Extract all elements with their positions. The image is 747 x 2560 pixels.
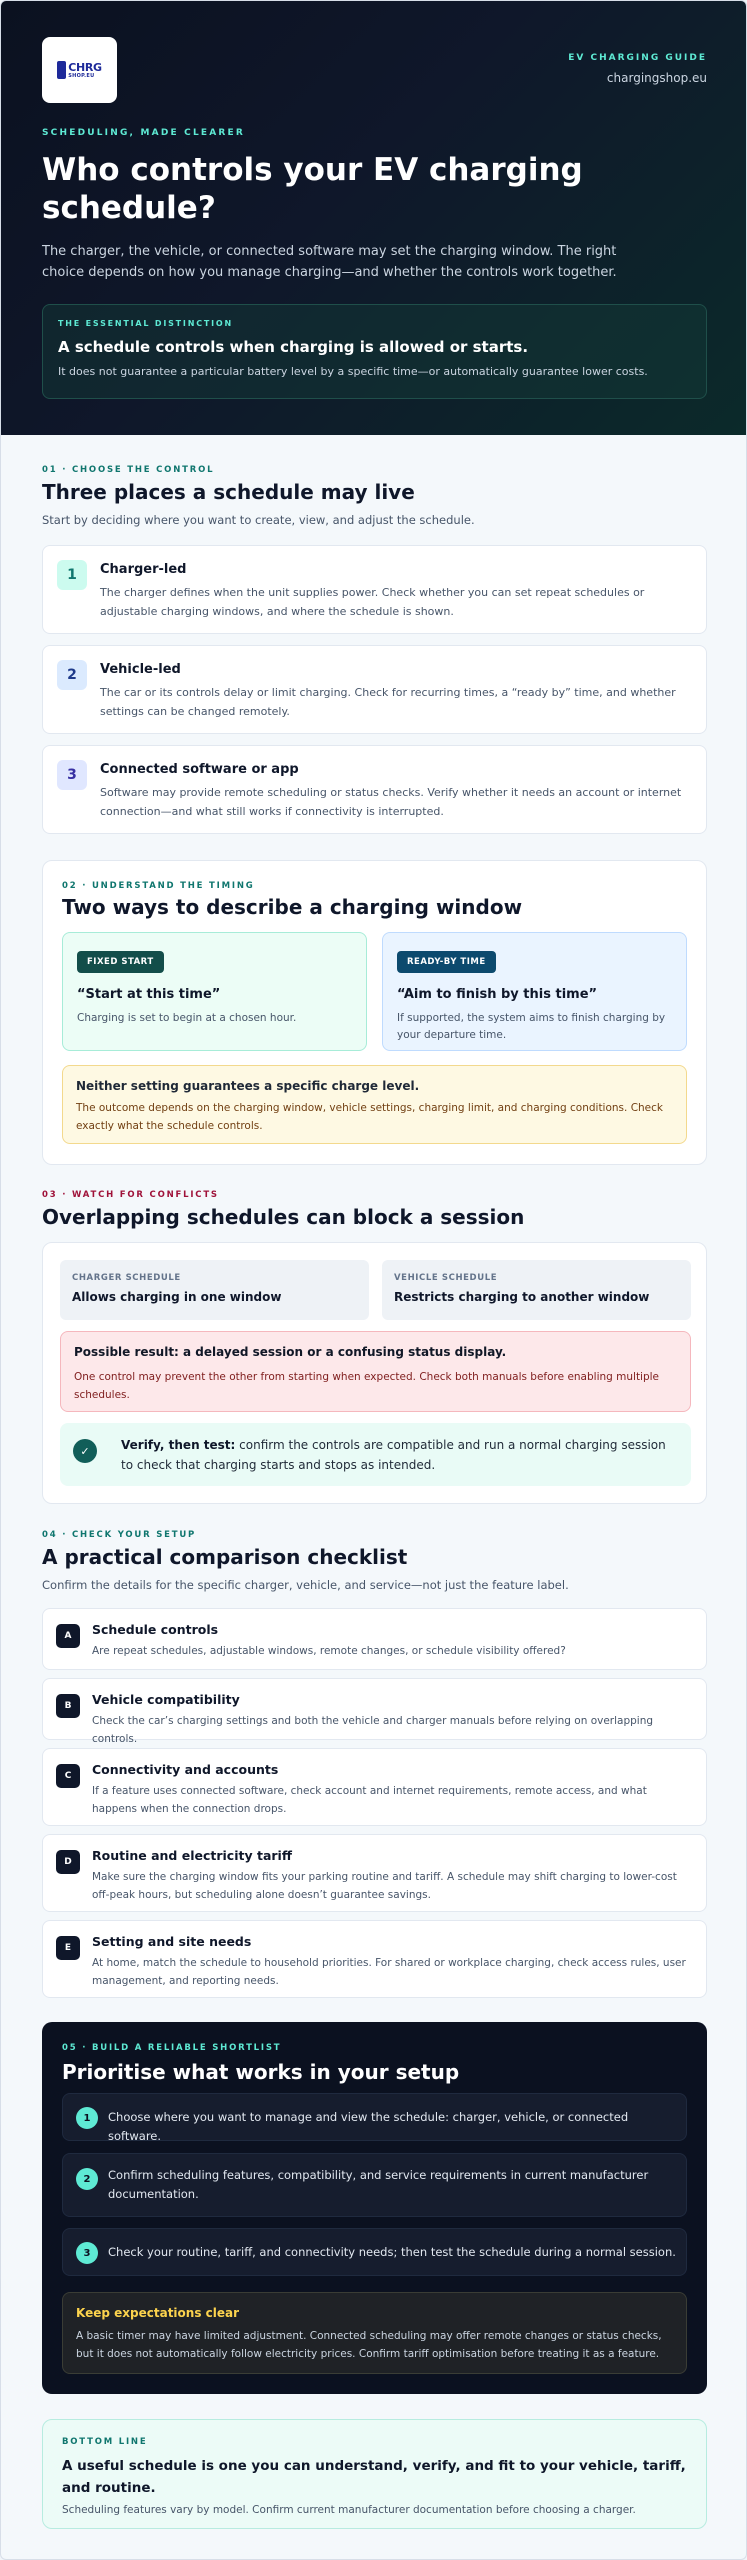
section2-eyebrow: 02 · UNDERSTAND THE TIMING <box>62 881 255 891</box>
step-number: 1 <box>76 2107 98 2129</box>
ready-by-pill: READY-BY TIME <box>397 951 496 973</box>
logo-subtext: SHOP.EU <box>68 72 95 79</box>
fixed-start-body: Charging is set to begin at a chosen hour. <box>77 1012 297 1024</box>
section2-title: Two ways to describe a charging window <box>62 895 523 919</box>
warning-body: One control may prevent the other from starting when expected. Check both manuals before enabling multiple schedules. <box>74 1371 660 1401</box>
verify-tip <box>60 1423 691 1486</box>
checklist-body: Make sure the charging window fits your parking routine and tariff. A schedule may shift charging to lower-cost off-peak hours, but scheduling alone doesn’t guarantee savings. <box>92 1871 677 1901</box>
fixed-start-card <box>62 932 367 1051</box>
section5-title: Prioritise what works in your setup <box>62 2060 460 2084</box>
conflicts-card <box>42 1242 707 1504</box>
checklist-item <box>42 1748 707 1826</box>
vehicle-schedule-box <box>382 1260 691 1320</box>
letter-badge: A <box>56 1624 80 1648</box>
shortlist-card <box>42 2022 707 2394</box>
essential-distinction-card <box>42 304 707 399</box>
place-title: Connected software or app <box>100 762 299 777</box>
brand-logo[interactable] <box>42 37 117 103</box>
checklist-title: Connectivity and accounts <box>92 1762 279 1777</box>
conflict-warning <box>60 1331 691 1412</box>
hero-lead: The charger, the vehicle, or connected software may set the charging window. The right choice depends on how you manage charging—and whether the controls work together. <box>42 244 617 280</box>
checklist-title: Vehicle compatibility <box>92 1692 240 1707</box>
vehicle-schedule-value: Restricts charging to another window <box>394 1290 650 1304</box>
place-body: The charger defines when the unit supplies power. Check whether you can set repeat schedules or adjustable charging windows, and where the schedule is shown. <box>100 586 645 618</box>
verify-text: confirm the controls are compatible and run a normal charging session to check that charging starts and stops as intended. <box>121 1438 666 1472</box>
checklist-title: Routine and electricity tariff <box>92 1848 292 1863</box>
section5-eyebrow: 05 · BUILD A RELIABLE SHORTLIST <box>62 2043 282 2053</box>
section4-title: A practical comparison checklist <box>42 1545 408 1569</box>
distinction-heading: A schedule controls when charging is allowed or starts. <box>58 338 529 356</box>
step-number: 2 <box>76 2168 98 2190</box>
hero <box>1 1 747 435</box>
letter-badge: C <box>56 1764 80 1788</box>
section4-lead: Confirm the details for the specific charger, vehicle, and service—not just the feature label. <box>42 1578 569 1592</box>
checklist-item <box>42 1834 707 1912</box>
note-body: The outcome depends on the charging window, vehicle settings, charging limit, and charging conditions. Check exactly what the schedule controls. <box>76 1102 664 1132</box>
place-title: Vehicle-led <box>100 662 181 677</box>
site-link[interactable]: chargingshop.eu <box>606 71 707 85</box>
expectations-body: A basic timer may have limited adjustment. Connected scheduling may offer remote changes or status checks, but it does not automatically follow electricity prices. Confirm tariff optimisation before treating it as a feature. <box>76 2330 662 2360</box>
letter-badge: D <box>56 1850 80 1874</box>
bottom-body: Scheduling features vary by model. Confirm current manufacturer documentation before choosing a charger. <box>62 2504 636 2516</box>
hero-eyebrow: SCHEDULING, MADE CLEARER <box>42 128 246 138</box>
place-card-software <box>42 745 707 834</box>
checklist-item <box>42 1678 707 1745</box>
place-card-charger <box>42 545 707 634</box>
charge-level-note <box>62 1065 687 1144</box>
letter-badge: E <box>56 1936 80 1960</box>
place-card-vehicle <box>42 645 707 734</box>
fixed-start-heading: “Start at this time” <box>77 987 221 1002</box>
number-badge: 1 <box>57 560 87 590</box>
vehicle-schedule-label: VEHICLE SCHEDULE <box>394 1273 498 1283</box>
step-text: Choose where you want to manage and view the schedule: charger, vehicle, or connected software. <box>108 2110 629 2143</box>
charger-schedule-box <box>60 1260 369 1320</box>
checklist-title: Schedule controls <box>92 1622 219 1637</box>
checklist-item <box>42 1608 707 1670</box>
distinction-eyebrow: THE ESSENTIAL DISTINCTION <box>58 319 234 328</box>
guide-label: EV CHARGING GUIDE <box>568 53 707 63</box>
place-body: The car or its controls delay or limit charging. Check for recurring times, a “ready by” time, and whether settings can be changed remotely. <box>100 686 676 718</box>
shortlist-step <box>62 2153 687 2217</box>
timing-section-card <box>42 860 707 1165</box>
note-heading: Neither setting guarantees a specific charge level. <box>76 1079 420 1093</box>
section3-eyebrow: 03 · WATCH FOR CONFLICTS <box>42 1190 219 1200</box>
step-text: Check your routine, tariff, and connectivity needs; then test the schedule during a normal session. <box>108 2245 676 2259</box>
checklist-body: Check the car’s charging settings and both the vehicle and charger manuals before relying on overlapping controls. <box>92 1715 654 1745</box>
section3-title: Overlapping schedules can block a session <box>42 1205 525 1229</box>
ready-by-heading: “Aim to finish by this time” <box>397 987 598 1002</box>
expectations-heading: Keep expectations clear <box>76 2306 240 2320</box>
checklist-item <box>42 1920 707 1998</box>
distinction-body: It does not guarantee a particular battery level by a specific time—or automatically guarantee lower costs. <box>58 365 648 378</box>
ready-by-body: If supported, the system aims to finish charging by your departure time. <box>397 1012 666 1041</box>
shortlist-step <box>62 2093 687 2141</box>
checklist-body: At home, match the schedule to household priorities. For shared or workplace charging, check access rules, user management, and reporting needs. <box>92 1957 686 1987</box>
step-number: 3 <box>76 2242 98 2264</box>
section1-lead: Start by deciding where you want to create, view, and adjust the schedule. <box>42 513 475 527</box>
place-body: Software may provide remote scheduling or status checks. Verify whether it needs an account or internet connection—and what still works if connectivity is interrupted. <box>100 786 682 818</box>
ready-by-card <box>382 932 687 1051</box>
logo-text: CHRG <box>68 60 102 74</box>
number-badge: 2 <box>57 660 87 690</box>
charger-schedule-label: CHARGER SCHEDULE <box>72 1273 181 1283</box>
plug-icon <box>57 61 66 79</box>
expectations-note <box>62 2292 687 2374</box>
checklist-body: Are repeat schedules, adjustable windows, remote changes, or schedule visibility offered? <box>92 1645 566 1657</box>
verify-strong: Verify, then test: <box>121 1438 236 1452</box>
number-badge: 3 <box>57 760 87 790</box>
section4-eyebrow: 04 · CHECK YOUR SETUP <box>42 1530 197 1540</box>
letter-badge: B <box>56 1694 80 1718</box>
bottom-line-card <box>42 2419 707 2529</box>
section1-eyebrow: 01 · CHOOSE THE CONTROL <box>42 465 215 475</box>
checklist-body: If a feature uses connected software, check account and internet requirements, remote access, and what happens when the connection drops. <box>92 1785 647 1815</box>
shortlist-step <box>62 2228 687 2276</box>
fixed-start-pill: FIXED START <box>77 951 164 973</box>
step-text: Confirm scheduling features, compatibility, and service requirements in current manufacturer documentation. <box>108 2168 649 2201</box>
check-icon: ✓ <box>73 1439 97 1463</box>
charger-schedule-value: Allows charging in one window <box>72 1290 282 1304</box>
bottom-eyebrow: BOTTOM LINE <box>62 2437 148 2447</box>
place-title: Charger-led <box>100 562 187 577</box>
warning-heading: Possible result: a delayed session or a confusing status display. <box>74 1345 507 1359</box>
bottom-heading: A useful schedule is one you can understand, verify, and fit to your vehicle, tariff, and routine. <box>62 2458 686 2496</box>
section1-title: Three places a schedule may live <box>42 480 415 504</box>
page-title: Who controls your EV charging schedule? <box>42 152 583 226</box>
checklist-title: Setting and site needs <box>92 1934 252 1949</box>
